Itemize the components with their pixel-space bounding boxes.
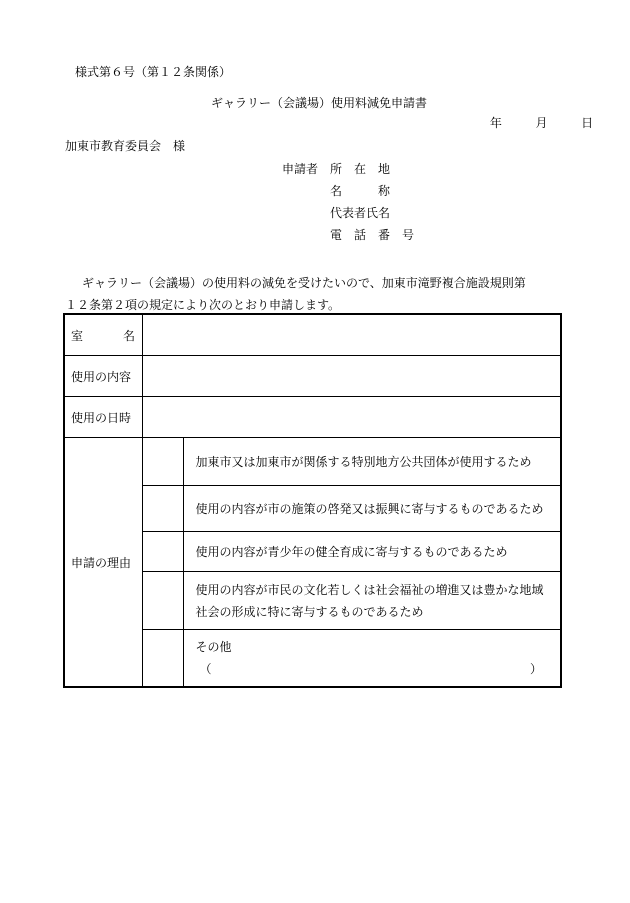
usage-content-label: 使用の内容 — [64, 356, 142, 397]
applicant-name-label: 名 称 — [330, 184, 391, 198]
applicant-block — [282, 163, 414, 251]
date-day-label: 日 — [581, 116, 594, 130]
room-label-a: 室 — [71, 328, 84, 343]
room-name-field[interactable] — [142, 314, 561, 356]
reason-text-4: 使用の内容が市民の文化若しくは社会福祉の増進又は豊かな地域社会の形成に特に寄与するものであるため — [183, 572, 561, 630]
statement-line-2: １２条第２項の規定により次のとおり申請します。 — [65, 298, 341, 312]
form-number: 様式第６号（第１２条関係） — [75, 65, 232, 79]
usage-content-field[interactable] — [142, 356, 561, 397]
reason-text-2: 使用の内容が市の施策の啓発又は振興に寄与するものであるため — [183, 486, 561, 532]
reason-label: 申請の理由 — [64, 438, 142, 688]
document-title: ギャラリー（会議場）使用料減免申請書 — [210, 96, 427, 110]
date-year-label: 年 — [489, 116, 502, 130]
usage-datetime-label: 使用の日時 — [64, 397, 142, 438]
room-name-label-cell — [64, 314, 142, 356]
date-month-label: 月 — [535, 116, 548, 130]
reason-checkbox-1[interactable] — [142, 438, 183, 486]
other-open-paren: （ — [199, 662, 212, 676]
reason-text-3: 使用の内容が青少年の健全育成に寄与するものであるため — [183, 532, 561, 572]
reason-checkbox-2[interactable] — [142, 486, 183, 532]
applicant-representative-label: 代表者氏名 — [330, 206, 391, 220]
applicant-address-label: 所 在 地 — [330, 162, 391, 176]
reason-checkbox-other[interactable] — [142, 630, 183, 688]
room-label-b: 名 — [122, 328, 135, 343]
reason-checkbox-3[interactable] — [142, 532, 183, 572]
statement-line-1: ギャラリー（会議場）の使用料の減免を受けたいので、加東市滝野複合施設規則第 — [82, 276, 526, 290]
reason-other-input[interactable] — [196, 658, 551, 680]
reason-checkbox-4[interactable] — [142, 572, 183, 630]
reason-other-label: その他 — [195, 640, 232, 654]
addressee: 加東市教育委員会 様 — [65, 139, 186, 153]
applicant-phone-label: 電 話 番 号 — [330, 228, 415, 242]
usage-datetime-field[interactable] — [142, 397, 561, 438]
reason-text-1: 加東市又は加東市が関係する特別地方公共団体が使用するため — [183, 438, 561, 486]
date-line — [466, 117, 593, 129]
applicant-label: 申請者 — [282, 162, 319, 176]
other-close-paren: ） — [529, 662, 542, 676]
application-statement — [65, 272, 565, 316]
reason-other-cell[interactable] — [183, 630, 561, 688]
application-table — [63, 313, 562, 688]
